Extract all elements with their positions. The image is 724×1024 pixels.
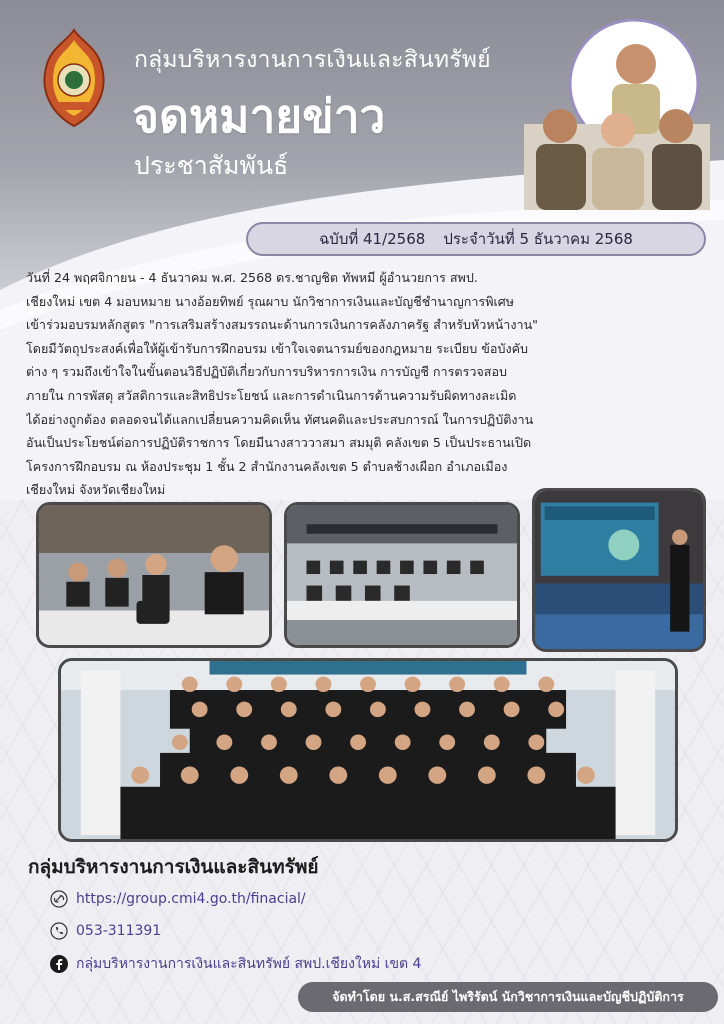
article-line: ภายใน การพัสดุ สวัสดิการและสิทธิประโยชน์ และการดำเนินการด้านความรับผิดทางละเมิด: [26, 387, 517, 403]
issue-date: ประจำวันที่ 5 ธันวาคม 2568: [443, 230, 633, 248]
facebook-icon: [50, 955, 68, 973]
credit-banner: จัดทำโดย น.ส.สรณีย์ ไพริรัตน์ นักวิชาการเงินและบัญชีปฏิบัติการ: [298, 982, 718, 1012]
training-photo-1: [36, 502, 272, 648]
website-row: [50, 890, 306, 908]
article-line: เชียงใหม่ เขต 4 มอบหมาย นางอ้อยทิพย์ รุณผาบ นักวิชาการเงินและบัญชีชำนาญการพิเศษ: [26, 293, 515, 309]
article-line: เชียงใหม่ จังหวัดเชียงใหม่: [26, 482, 166, 498]
phone-icon: [50, 922, 68, 940]
facebook-row: [50, 953, 421, 975]
facebook-link[interactable]: กลุ่มบริหารงานการเงินและสินทรัพย์ สพป.เชียงใหม่ เขต 4: [76, 956, 422, 972]
article-line: ต่าง ๆ รวมถึงเข้าใจในขั้นตอนวิธีปฏิบัติเกี่ยวกับการบริหารการเงิน การบัญชี การตรวจสอบ: [26, 364, 508, 380]
org-name: กลุ่มบริหารงานการเงินและสินทรัพย์: [134, 47, 491, 73]
page-title: จดหมายข่าว: [132, 89, 386, 143]
article-line: โครงการฝึกอบรม ณ ห้องประชุม 1 ชั้น 2 สำนักงานคลังเขต 5 ตำบลช้างเผือก อำเภอเมือง: [26, 458, 508, 474]
article-body: [26, 266, 702, 502]
article-line: วันที่ 24 พฤศจิกายน - 4 ธันวาคม พ.ศ. 2568 ดร.ชาญชิต ทัพหมี ผู้อำนวยการ สพป.: [26, 270, 478, 285]
emblem-logo: [36, 28, 112, 128]
website-link[interactable]: https://group.cmi4.go.th/finacial/: [76, 891, 306, 907]
article-line: อันเป็นประโยชน์ต่อการปฏิบัติราชการ โดยมีนางสาววาสมา สมมุติ คลังเขต 5 เป็นประธานเปิด: [26, 435, 532, 451]
executives-portrait: [524, 14, 710, 210]
phone-row: [50, 922, 161, 940]
issue-info-bar: [246, 222, 706, 256]
issue-number: ฉบับที่ 41/2568: [319, 230, 426, 248]
phone-number: 053-311391: [76, 923, 162, 939]
article-line: ได้อย่างถูกต้อง ตลอดจนได้แลกเปลี่ยนความคิดเห็น ทัศนคติและประสบการณ์ ในการปฏิบัติงาน: [26, 411, 534, 427]
article-line: โดยมีวัตถุประสงค์เพื่อให้ผู้เข้ารับการฝึกอบรม เข้าใจเจตนารมย์ของกฎหมาย ระเบียบ ข้อบังคับ: [26, 340, 529, 356]
article-line: เข้าร่วมอบรมหลักสูตร "การเสริมสร้างสมรรถนะด้านการเงินการคลังภาครัฐ สำหรับหัวหน้างาน": [26, 317, 538, 333]
group-photo: [58, 658, 678, 842]
training-photo-2: [284, 502, 520, 648]
page-subtitle: ประชาสัมพันธ์: [134, 151, 289, 180]
footer-org-name: กลุ่มบริหารงานการเงินและสินทรัพย์: [28, 856, 319, 878]
training-photo-3: [532, 488, 706, 652]
link-icon: [50, 890, 68, 908]
